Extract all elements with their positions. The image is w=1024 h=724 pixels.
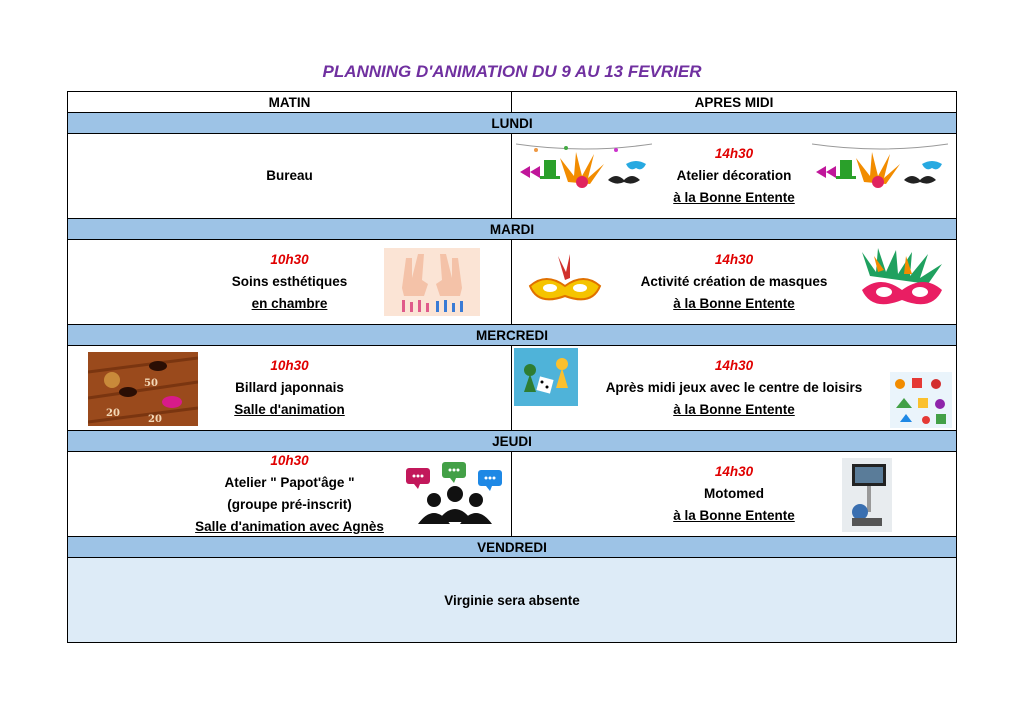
activity-time: 14h30 <box>714 358 754 373</box>
activity-label: Billard japonnais <box>235 380 344 395</box>
mercredi-morning-cell <box>68 346 512 431</box>
day-label-lundi: LUNDI <box>68 113 957 134</box>
activity-label: Après midi jeux avec le centre de loisirs <box>605 380 863 395</box>
activity-place: à la Bonne Entente <box>673 508 795 523</box>
day-label-jeudi: JEUDI <box>68 431 957 452</box>
jeudi-afternoon-cell <box>512 452 957 537</box>
activity-place: en chambre <box>251 296 328 311</box>
page-title: PLANNING D'ANIMATION DU 9 AU 13 FEVRIER <box>322 62 702 81</box>
activity-label: Atelier décoration <box>676 168 792 183</box>
mardi-afternoon-cell <box>512 240 957 325</box>
activity-time: 10h30 <box>270 453 309 468</box>
activity-label: Soins esthétiques <box>231 274 348 289</box>
activity-time: 10h30 <box>270 252 309 267</box>
carnival-decoration-icon <box>812 140 948 192</box>
activity-place: Salle d'animation avec Agnès <box>195 519 384 534</box>
activity-sub-label: (groupe pré-inscrit) <box>227 497 352 512</box>
manicure-hands-icon <box>384 248 480 316</box>
schedule-table <box>67 91 957 643</box>
header-afternoon: APRES MIDI <box>512 92 957 113</box>
activity-place: Salle d'animation <box>234 402 345 417</box>
activity-place: à la Bonne Entente <box>673 296 795 311</box>
mardi-morning-cell <box>68 240 512 325</box>
chat-group-icon <box>404 462 508 524</box>
svg-text:20: 20 <box>106 408 120 419</box>
day-label-mardi: MARDI <box>68 219 957 240</box>
game-pieces-icon <box>890 372 952 428</box>
lundi-afternoon-cell <box>512 134 957 219</box>
day-label-mercredi: MERCREDI <box>68 325 957 346</box>
lundi-morning-cell <box>68 134 512 219</box>
vendredi-note: Virginie sera absente <box>68 558 957 643</box>
svg-text:20: 20 <box>148 414 162 425</box>
activity-label: Atelier " Papot'âge " <box>224 475 355 490</box>
activity-place: à la Bonne Entente <box>673 190 795 205</box>
activity-place: à la Bonne Entente <box>673 402 795 417</box>
mercredi-afternoon-cell <box>512 346 957 431</box>
activity-label: Motomed <box>704 486 764 501</box>
activity-label: Bureau <box>266 168 313 183</box>
activity-time: 14h30 <box>714 146 754 161</box>
header-morning: MATIN <box>68 92 512 113</box>
activity-time: 14h30 <box>714 464 754 479</box>
activity-time: 10h30 <box>270 358 309 373</box>
motomed-bike-icon <box>842 458 892 532</box>
jeudi-morning-cell <box>68 452 512 537</box>
day-label-vendredi: VENDREDI <box>68 537 957 558</box>
svg-text:50: 50 <box>144 378 158 389</box>
carnival-mask-icon <box>858 246 946 318</box>
activity-time: 14h30 <box>714 252 754 267</box>
activity-label: Activité création de masques <box>640 274 828 289</box>
